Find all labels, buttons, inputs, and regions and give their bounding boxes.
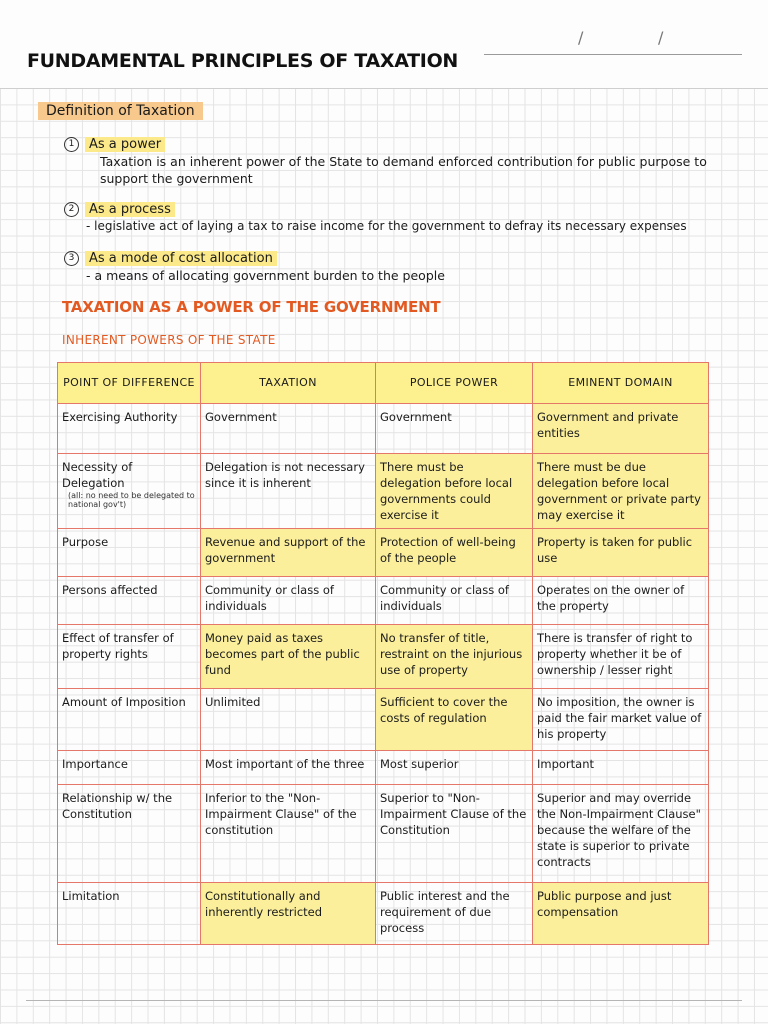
item-title: As a mode of cost allocation (85, 251, 277, 266)
table-cell: No transfer of title, restraint on the injurious use of property (376, 625, 533, 689)
item-description: - a means of allocating government burden to the people (86, 268, 445, 283)
delegation-note: (all: no need to be delegated to national gov't) (68, 491, 195, 509)
definition-item-3 (64, 250, 277, 266)
number-badge: 2 (64, 202, 79, 217)
table-cell: Delegation is not necessary since it is inherent (201, 454, 376, 529)
column-header: POLICE POWER (376, 363, 533, 404)
number-badge: 1 (64, 137, 79, 152)
table-cell: Sufficient to cover the costs of regulation (376, 689, 533, 751)
table-cell: Most important of the three (201, 751, 376, 785)
table-cell: Community or class of individuals (201, 577, 376, 625)
table-row (58, 529, 709, 577)
table-cell: Limitation (58, 883, 201, 945)
table-cell: Money paid as taxes becomes part of the public fund (201, 625, 376, 689)
item-description: - legislative act of laying a tax to raise income for the government to defray its necessary expenses (86, 219, 687, 233)
table-cell: Operates on the owner of the property (533, 577, 709, 625)
table-cell: Property is taken for public use (533, 529, 709, 577)
section-heading: TAXATION AS A POWER OF THE GOVERNMENT (62, 298, 441, 316)
table-cell: Relationship w/ the Constitution (58, 785, 201, 883)
table-cell: Superior to "Non-Impairment Clause of the Constitution (376, 785, 533, 883)
table-cell: Government (201, 404, 376, 454)
table-cell (58, 454, 201, 529)
table-row (58, 689, 709, 751)
column-header: EMINENT DOMAIN (533, 363, 709, 404)
table-cell: Public purpose and just compensation (533, 883, 709, 945)
table-cell: Government and private entities (533, 404, 709, 454)
item-description: Taxation is an inherent power of the State to demand enforced contribution for public purpose to support the government (100, 154, 707, 186)
table-row (58, 751, 709, 785)
definition-item-1 (64, 136, 165, 152)
table-cell: Superior and may override the Non-Impairment Clause" because the welfare of the state is superior to private contracts (533, 785, 709, 883)
table-header-row (58, 363, 709, 404)
column-header: POINT OF DIFFERENCE (58, 363, 201, 404)
table-row (58, 883, 709, 945)
table-cell: Effect of transfer of property rights (58, 625, 201, 689)
table-cell: Most superior (376, 751, 533, 785)
table-cell: Importance (58, 751, 201, 785)
table-cell: Constitutionally and inherently restricted (201, 883, 376, 945)
table-cell: Amount of Imposition (58, 689, 201, 751)
table-cell: Revenue and support of the government (201, 529, 376, 577)
date-slash: / (578, 28, 584, 47)
column-header: TAXATION (201, 363, 376, 404)
table-row (58, 454, 709, 529)
table-cell: Persons affected (58, 577, 201, 625)
date-slash: / (658, 28, 664, 47)
item-title: As a process (85, 202, 175, 217)
table-row (58, 404, 709, 454)
table-cell: Government (376, 404, 533, 454)
definition-item-2 (64, 201, 175, 217)
table-cell: Community or class of individuals (376, 577, 533, 625)
table-cell: Inferior to the "Non-Impairment Clause" of the constitution (201, 785, 376, 883)
table-row (58, 785, 709, 883)
table-row (58, 577, 709, 625)
page-bottom-line (26, 1000, 742, 1001)
table-row (58, 625, 709, 689)
row-label: Necessity of Delegation (62, 460, 133, 490)
table-cell: Important (533, 751, 709, 785)
section-subheading: INHERENT POWERS OF THE STATE (62, 333, 276, 347)
table-cell: Public interest and the requirement of due process (376, 883, 533, 945)
date-line (484, 54, 742, 55)
number-badge: 3 (64, 251, 79, 266)
table-cell: There is transfer of right to property whether it be of ownership / lesser right (533, 625, 709, 689)
table-cell: There must be delegation before local governments could exercise it (376, 454, 533, 529)
table-cell: Protection of well-being of the people (376, 529, 533, 577)
page-title: FUNDAMENTAL PRINCIPLES OF TAXATION (27, 50, 459, 72)
header-band (0, 0, 768, 89)
table-cell: There must be due delegation before local government or private party may exercise it (533, 454, 709, 529)
definition-heading: Definition of Taxation (38, 102, 203, 120)
table-cell: Exercising Authority (58, 404, 201, 454)
comparison-table (57, 362, 709, 945)
item-title: As a power (85, 137, 165, 152)
table-cell: Purpose (58, 529, 201, 577)
table-cell: Unlimited (201, 689, 376, 751)
table-cell: No imposition, the owner is paid the fair market value of his property (533, 689, 709, 751)
